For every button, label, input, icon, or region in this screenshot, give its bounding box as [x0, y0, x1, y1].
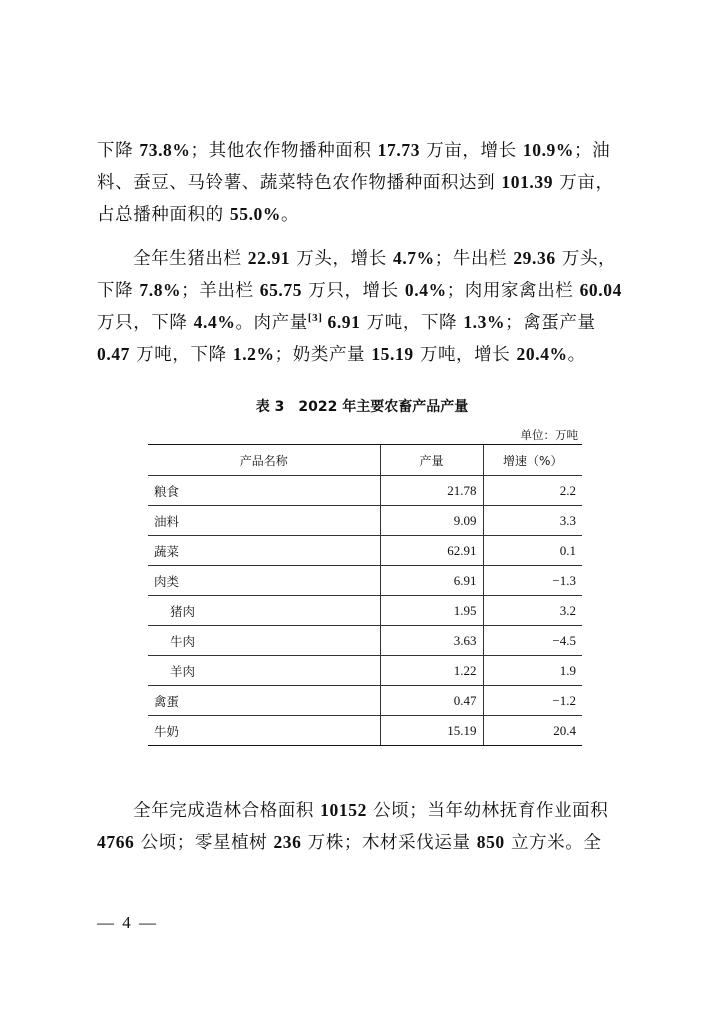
- text-line: 料、蚕豆、马铃薯、蔬菜特色农作物播种面积达到 101.39 万亩，: [97, 172, 614, 193]
- table-row: [148, 686, 582, 716]
- cell-growth: 3.2: [483, 596, 582, 626]
- table-row: [148, 476, 582, 506]
- cell-growth: 2.2: [483, 476, 582, 506]
- cell-growth: −1.2: [483, 686, 582, 716]
- cell-name: 肉类: [148, 566, 380, 596]
- cell-growth: 1.9: [483, 656, 582, 686]
- cell-name: 牛肉: [148, 626, 380, 656]
- table-unit: 单位：万吨: [520, 428, 578, 442]
- header-growth: 增速（%）: [483, 445, 582, 476]
- table-row: [148, 656, 582, 686]
- cell-output: 9.09: [380, 506, 483, 536]
- text-line: 0.47 万吨，下降 1.2%；奶类产量 15.19 万吨，增长 20.4%。: [97, 344, 586, 365]
- text-line: 4766 公顷；零星植树 236 万株；木材采伐运量 850 立方米。全: [97, 832, 602, 853]
- table-title: 表 3 2022 年主要农畜产品产量: [255, 399, 469, 415]
- text-line: 占总播种面积的 55.0%。: [97, 204, 300, 225]
- cell-output: 62.91: [380, 536, 483, 566]
- cell-name: 禽蛋: [148, 686, 380, 716]
- text-line: 万只，下降 4.4%。肉产量[3] 6.91 万吨，下降 1.3%；禽蛋产量: [97, 312, 596, 333]
- page-number: — 4 —: [97, 913, 158, 932]
- cell-output: 3.63: [380, 626, 483, 656]
- cell-output: 1.22: [380, 656, 483, 686]
- text-line: 下降 7.8%；羊出栏 65.75 万只，增长 0.4%；肉用家禽出栏 60.04: [97, 280, 622, 301]
- cell-growth: 20.4: [483, 716, 582, 746]
- cell-growth: −4.5: [483, 626, 582, 656]
- table-row: [148, 596, 582, 626]
- cell-growth: 0.1: [483, 536, 582, 566]
- table-row: [148, 566, 582, 596]
- table-header-row: [148, 445, 582, 476]
- cell-name: 蔬菜: [148, 536, 380, 566]
- table-row: [148, 506, 582, 536]
- header-product-name: 产品名称: [148, 445, 380, 476]
- cell-output: 6.91: [380, 566, 483, 596]
- paragraph-crop-area: [97, 135, 637, 231]
- cell-name: 粮食: [148, 476, 380, 506]
- cell-growth: 3.3: [483, 506, 582, 536]
- cell-output: 1.95: [380, 596, 483, 626]
- table-row: [148, 626, 582, 656]
- table-row: [148, 716, 582, 746]
- paragraph-livestock: [97, 243, 637, 371]
- cell-growth: −1.3: [483, 566, 582, 596]
- cell-output: 15.19: [380, 716, 483, 746]
- text-line: 下降 73.8%；其他农作物播种面积 17.73 万亩，增长 10.9%；油: [97, 140, 611, 161]
- text-line: 全年生猪出栏 22.91 万头，增长 4.7%；牛出栏 29.36 万头，: [133, 248, 617, 269]
- production-table: [148, 444, 582, 746]
- footnote-ref: [3]: [307, 312, 323, 324]
- cell-output: 21.78: [380, 476, 483, 506]
- cell-name: 猪肉: [148, 596, 380, 626]
- cell-name: 油料: [148, 506, 380, 536]
- text-line: 全年完成造林合格面积 10152 公顷；当年幼林抚育作业面积: [133, 800, 609, 821]
- cell-name: 羊肉: [148, 656, 380, 686]
- header-output: 产量: [380, 445, 483, 476]
- table-row: [148, 536, 582, 566]
- cell-output: 0.47: [380, 686, 483, 716]
- cell-name: 牛奶: [148, 716, 380, 746]
- paragraph-forestry: [97, 795, 637, 859]
